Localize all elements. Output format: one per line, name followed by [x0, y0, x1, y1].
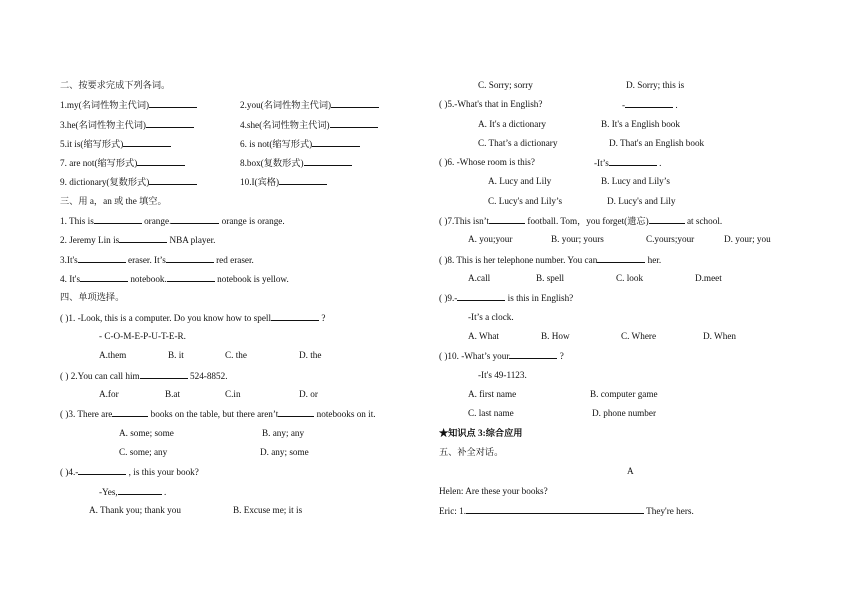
s4-q7-option-d: D. your; you — [724, 234, 771, 244]
s4-q3-option-b: B. any; any — [262, 428, 305, 438]
dialogue-helen: Helen: Are these your books? — [439, 486, 548, 496]
s4-q10-option-b: B. computer game — [590, 389, 658, 399]
s4-q2-option-c: C.in — [225, 389, 241, 399]
s4-question-2: ( ) 2.You can call him 524-8852. — [60, 371, 228, 381]
s4-q6-reply: -It’s . — [594, 158, 662, 168]
s4-question-3: ( )3. There are books on the table, but there aren’t notebooks on it. — [60, 409, 376, 419]
section-3-heading: 三、用 a，an 或 the 填空。 — [60, 196, 167, 206]
s4-q3-option-d: D. any; some — [260, 447, 309, 457]
s4-q4-option-a: A. Thank you; thank you — [89, 505, 181, 515]
s2-item-7: 7. are not(缩写形式) — [60, 156, 185, 169]
s4-q3-option-c: C. some; any — [119, 447, 168, 457]
s4-question-7: ( )7.This isn’t football. Tom，you forget(遗忘) at school. — [439, 216, 723, 226]
s3-question-1: 1. This is orange. orange is orange. — [60, 216, 285, 226]
s4-q4-option-c: C. Sorry; sorry — [478, 80, 533, 90]
s4-q6-option-c: C. Lucy's and Lily’s — [488, 196, 563, 206]
section-2-heading: 二、按要求完成下列各词。 — [60, 80, 171, 90]
s2-item-4: 4.she(名词性物主代词) — [240, 118, 378, 131]
s2-item-5: 5.it is(缩写形式) — [60, 137, 171, 150]
s4-q8-option-c: C. look — [616, 273, 644, 283]
s4-q10-option-c: C. last name — [468, 408, 514, 418]
s4-q7-option-c: C.yours;your — [646, 234, 695, 244]
s4-q5-option-a: A. It's a dictionary — [478, 119, 546, 129]
s3-question-3: 3.It's eraser. It’s red eraser. — [60, 255, 254, 265]
s4-question-4: ( )4.- , is this your book? — [60, 467, 199, 477]
s2-item-9: 9. dictionary(复数形式) — [60, 175, 197, 188]
s2-item-8: 8.box(复数形式) — [240, 156, 352, 169]
s3-question-2: 2. Jeremy Lin is NBA player. — [60, 235, 216, 245]
section-4-heading: 四、单项选择。 — [60, 292, 125, 302]
s4-q4-option-b: B. Excuse me; it is — [233, 505, 303, 515]
s2-item-2: 2.you(名词性物主代词) — [240, 98, 379, 111]
s2-item-10: 10.I(宾格) — [240, 175, 327, 188]
s4-q3-option-a: A. some; some — [119, 428, 174, 438]
s4-question-8: ( )8. This is her telephone number. You can her. — [439, 255, 662, 265]
s4-q2-option-d: D. or — [299, 389, 318, 399]
s4-q10-reply: -It's 49-1123. — [478, 370, 527, 380]
s4-q9-reply: -It’s a clock. — [468, 312, 514, 322]
s4-q9-option-d: D. When — [703, 331, 736, 341]
s4-q8-option-b: B. spell — [536, 273, 565, 283]
s4-q6-option-a: A. Lucy and Lily — [488, 176, 552, 186]
s4-q5-reply: - . — [622, 100, 678, 110]
s4-q9-option-a: A. What — [468, 331, 499, 341]
s4-q5-option-b: B. It's a English book — [601, 119, 680, 129]
s4-q6-option-d: D. Lucy's and Lily — [607, 196, 676, 206]
s4-q10-option-a: A. first name — [468, 389, 517, 399]
s4-q5-option-d: D. That's an English book — [609, 138, 705, 148]
s4-q2-option-a: A.for — [99, 389, 119, 399]
s4-q5-option-c: C. That’s a dictionary — [478, 138, 558, 148]
s4-q1-option-a: A.them — [99, 350, 127, 360]
s2-item-1: 1.my(名词性物主代词) — [60, 98, 197, 111]
s4-q6-option-b: B. Lucy and Lily’s — [601, 176, 670, 186]
s4-question-6: ( )6. -Whose room is this? — [439, 157, 535, 167]
s4-q9-option-c: C. Where — [621, 331, 657, 341]
s4-q10-option-d: D. phone number — [592, 408, 657, 418]
section-5-heading: 五、补全对话。 — [439, 447, 504, 457]
s2-item-6: 6. is not(缩写形式) — [240, 137, 360, 150]
dialogue-eric: Eric: 1. They're hers. — [439, 506, 694, 516]
knowledge-point-heading: ★知识点 3:综合应用 — [439, 428, 523, 438]
s4-q1-reply: - C-O-M-E-P-U-T-E-R. — [99, 331, 186, 341]
s4-question-5: ( )5.-What's that in English? — [439, 99, 543, 109]
s4-q1-option-b: B. it — [168, 350, 184, 360]
s4-q1-option-d: D. the — [299, 350, 322, 360]
s4-q4-reply: -Yes, . — [99, 487, 167, 497]
dialogue-letter-a: A — [627, 466, 634, 476]
s4-q9-option-b: B. How — [541, 331, 570, 341]
s4-q8-option-a: A.call — [468, 273, 491, 283]
s4-q8-option-d: D.meet — [695, 273, 722, 283]
s4-q7-option-b: B. your; yours — [551, 234, 604, 244]
s3-question-4: 4. It's notebook. notebook is yellow. — [60, 274, 289, 284]
s2-item-3: 3.he(名词性物主代词) — [60, 118, 194, 131]
s4-q1-option-c: C. the — [225, 350, 247, 360]
s4-q2-option-b: B.at — [165, 389, 181, 399]
s4-q7-option-a: A. you;your — [468, 234, 513, 244]
s4-question-9: ( )9.- is this in English? — [439, 293, 574, 303]
s4-q4-option-d: D. Sorry; this is — [626, 80, 685, 90]
s4-question-1: ( )1. -Look, this is a computer. Do you know how to spell ? — [60, 313, 326, 323]
s4-question-10: ( )10. -What’s your ? — [439, 351, 564, 361]
